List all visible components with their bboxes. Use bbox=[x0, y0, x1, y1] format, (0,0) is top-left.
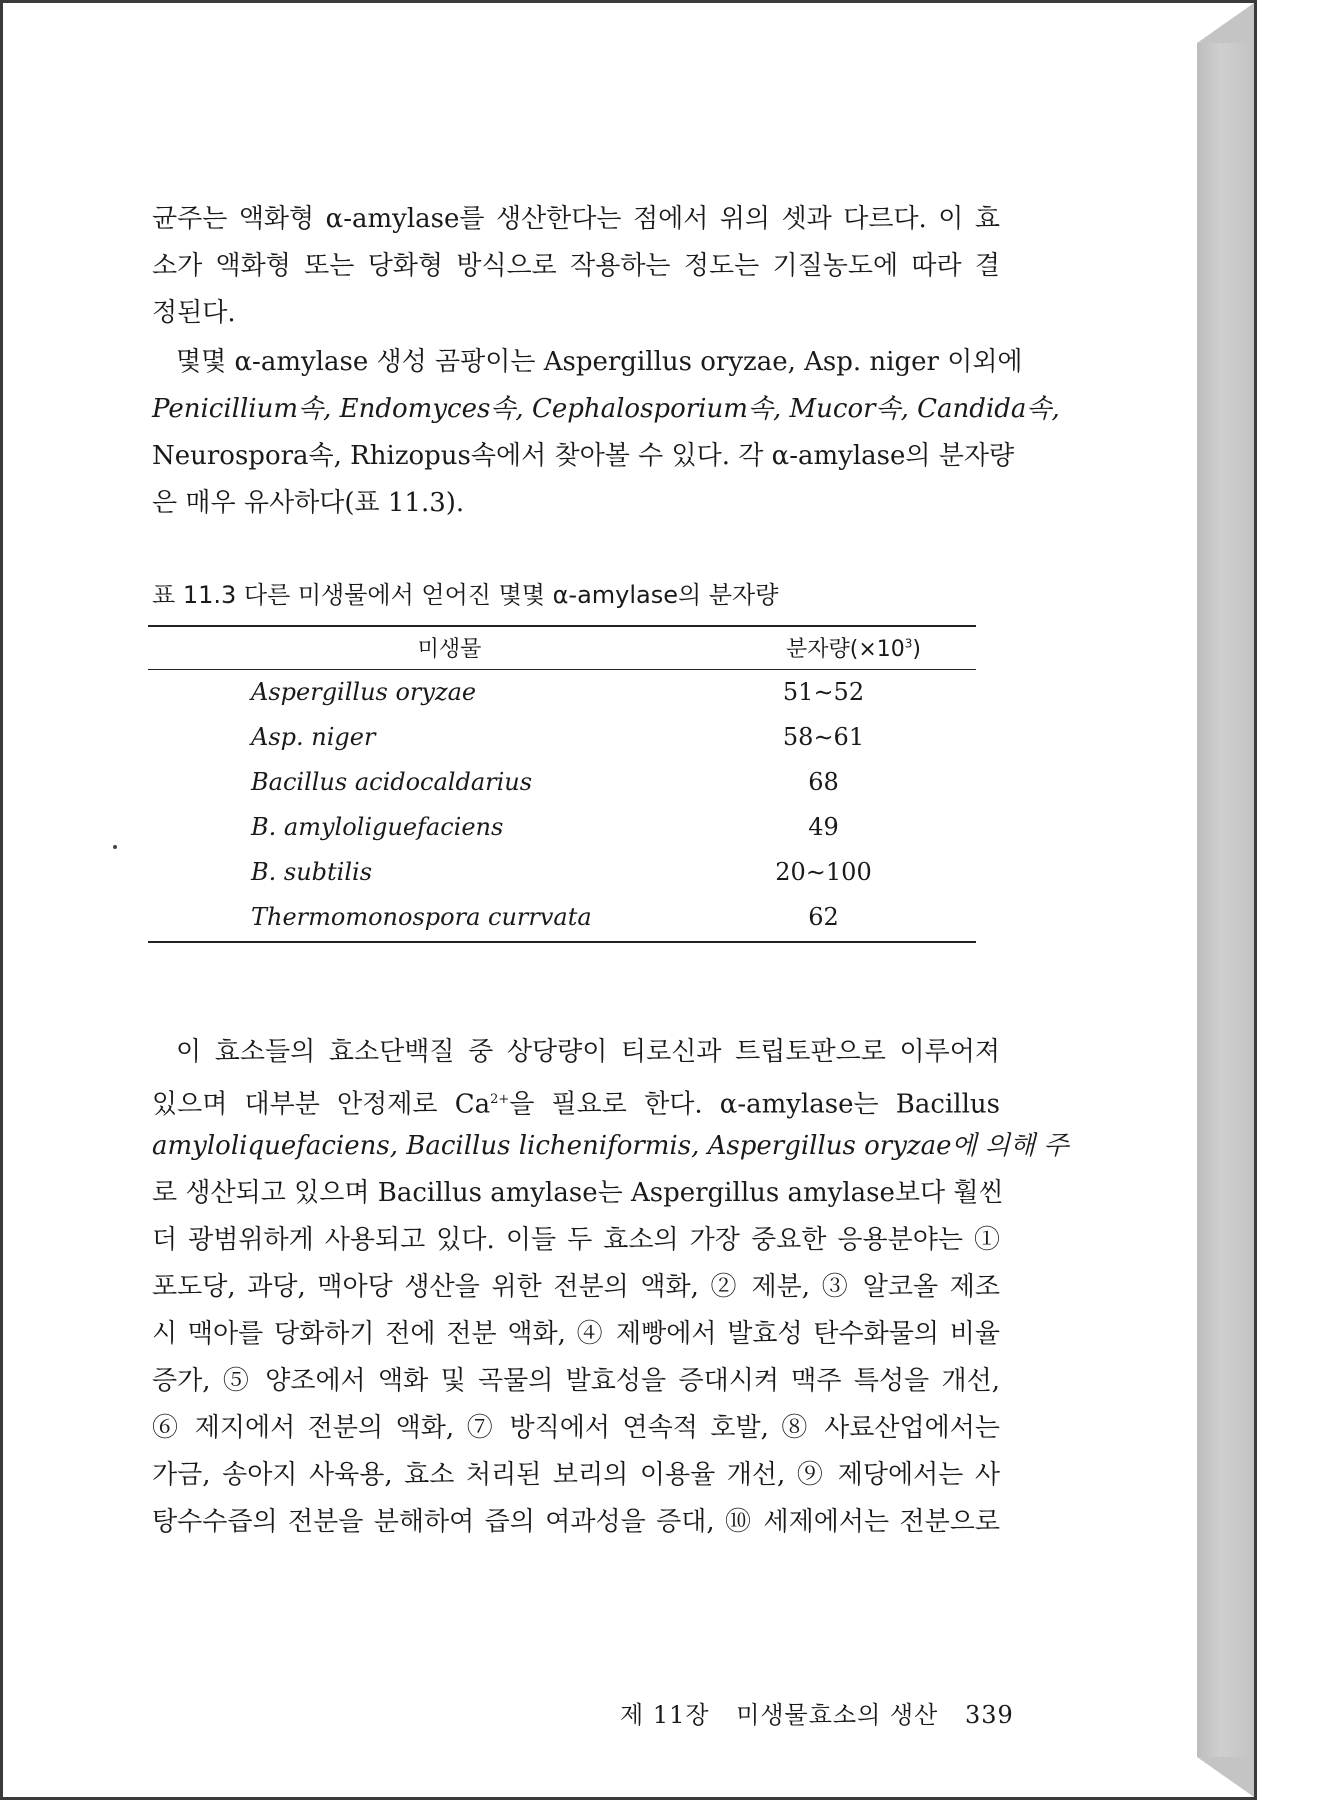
table-header-row bbox=[148, 625, 976, 669]
mw-cell: 62 bbox=[808, 902, 839, 931]
text-line: 몇몇 α-amylase 생성 곰팡이는 Aspergillus oryzae, Asp. niger 이외에 bbox=[176, 347, 1023, 377]
paragraph-3 bbox=[152, 1029, 1069, 1546]
speck bbox=[113, 845, 117, 849]
table-row bbox=[148, 714, 976, 759]
text-line: 탕수수즙의 전분을 분해하여 즙의 여과성을 증대, ⑩ 세제에서는 전분으로 bbox=[152, 1507, 1000, 1537]
table-row bbox=[148, 804, 976, 849]
mw-cell: 58∼61 bbox=[782, 722, 865, 751]
organism-cell: B. subtilis bbox=[251, 857, 373, 886]
paragraph-1 bbox=[152, 196, 1000, 337]
organism-cell: Asp. niger bbox=[251, 722, 376, 751]
mw-cell: 20∼100 bbox=[775, 857, 872, 886]
text-line: 증가, ⑤ 양조에서 액화 및 곡물의 발효성을 증대시켜 맥주 특성을 개선, bbox=[152, 1366, 1000, 1396]
header-molecular-weight: 분자량$(\times 10^3)$ bbox=[785, 636, 921, 662]
header-organism: 미생물 bbox=[417, 636, 482, 662]
page-footer bbox=[620, 1695, 1032, 1730]
text-line: 균주는 액화형 α-amylase를 생산한다는 점에서 위의 셋과 다르다. 이 효 bbox=[152, 204, 1000, 234]
table-row bbox=[148, 894, 976, 939]
table-row bbox=[148, 849, 976, 894]
text-line: amyloliquefaciens, Bacillus licheniformis, Aspergillus oryzae에 의해 주 bbox=[152, 1131, 1069, 1161]
organism-cell: B. amyloliguefaciens bbox=[251, 812, 504, 841]
text-line: 있으며 대부분 안정제로 $Ca^{2+}$을 필요로 한다. α-amylase는 Bacillus bbox=[152, 1089, 1000, 1120]
mw-cell: 68 bbox=[808, 767, 839, 796]
paragraph-2 bbox=[152, 339, 1060, 527]
chapter-title: 미생물효소의 생산 bbox=[736, 1701, 939, 1729]
table-caption: 표 11.3 다른 미생물에서 얻어진 몇몇 α-amylase의 분자량 bbox=[152, 581, 779, 609]
text-line: Penicillium속, Endomyces속, Cephalosporium속, Mucor속, Candida속, bbox=[152, 394, 1060, 424]
text-line: 로 생산되고 있으며 Bacillus amylase는 Aspergillus amylase보다 훨씬 bbox=[152, 1178, 1004, 1208]
mw-cell: 49 bbox=[808, 812, 839, 841]
text-line: Neurospora속, Rhizopus속에서 찾아볼 수 있다. 각 α-amylase의 분자량 bbox=[152, 441, 1015, 471]
mw-cell: 51∼52 bbox=[782, 677, 865, 706]
chapter-number: 제 11장 bbox=[620, 1701, 710, 1729]
text-line: 이 효소들의 효소단백질 중 상당량이 티로신과 트립토판으로 이루어져 bbox=[176, 1037, 1000, 1067]
text-line: 은 매우 유사하다(표 11.3). bbox=[152, 488, 465, 518]
table-row bbox=[148, 669, 976, 714]
molecular-weight-table bbox=[148, 625, 976, 939]
table-row bbox=[148, 759, 976, 804]
text-line: 가금, 송아지 사육용, 효소 처리된 보리의 이용율 개선, ⑨ 제당에서는 사 bbox=[152, 1460, 1000, 1490]
organism-cell: Bacillus acidocaldarius bbox=[251, 767, 533, 796]
text-line: 시 맥아를 당화하기 전에 전분 액화, ④ 제빵에서 발효성 탄수화물의 비율 bbox=[152, 1319, 1000, 1349]
table-bottom-rule bbox=[148, 941, 976, 943]
organism-cell: Thermomonospora currvata bbox=[251, 902, 592, 931]
text-line: 정된다. bbox=[152, 298, 236, 328]
organism-cell: Aspergillus oryzae bbox=[251, 677, 477, 706]
text-line: 소가 액화형 또는 당화형 방식으로 작용하는 정도는 기질농도에 따라 결 bbox=[152, 251, 1000, 281]
book-edge bbox=[1197, 0, 1257, 1800]
page-number: 339 bbox=[964, 1701, 1014, 1729]
text-line: 더 광범위하게 사용되고 있다. 이들 두 효소의 가장 중요한 응용분야는 ① bbox=[152, 1225, 1000, 1255]
text-line: 포도당, 과당, 맥아당 생산을 위한 전분의 액화, ② 제분, ③ 알코올 제조 bbox=[152, 1272, 1000, 1302]
text-line: ⑥ 제지에서 전분의 액화, ⑦ 방직에서 연속적 호발, ⑧ 사료산업에서는 bbox=[152, 1413, 1000, 1443]
